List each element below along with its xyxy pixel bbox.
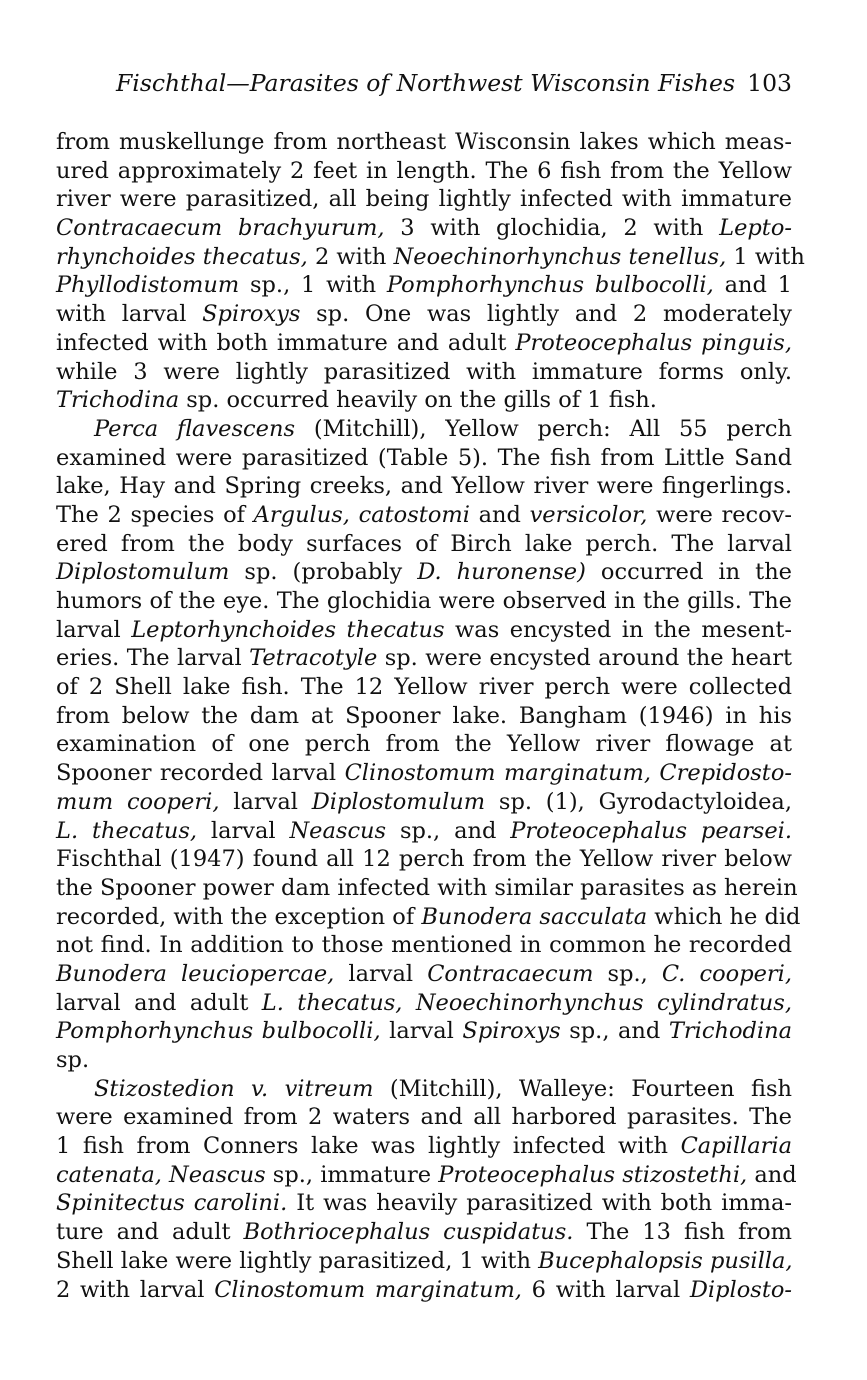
text-run: was encysted in the mesent-	[444, 616, 793, 643]
text-run: 2 with larval	[56, 1276, 215, 1303]
text-run: larval	[219, 788, 312, 815]
text-line	[56, 817, 792, 846]
text-run: and	[747, 1161, 797, 1188]
text-run: sp.	[56, 1047, 90, 1073]
taxon-name: Tetracotyle	[249, 645, 378, 672]
text-run: not find. In addition to those mentioned in common he recorded	[56, 932, 792, 959]
text-line	[56, 558, 792, 587]
text-run: and	[469, 501, 530, 528]
taxon-name: Proteocephalus stizostethi,	[438, 1161, 748, 1188]
text-run: river were parasitized, all being lightly infected with immature	[56, 186, 792, 213]
text-line	[56, 157, 792, 186]
text-run: sp., and	[560, 1018, 669, 1045]
taxon-name: Capillaria	[680, 1133, 792, 1160]
text-run: Spooner recorded larval	[56, 760, 345, 787]
text-line	[56, 1161, 797, 1190]
text-line	[56, 1132, 792, 1161]
taxon-name: Contracaecum	[427, 960, 594, 987]
text-line	[56, 358, 792, 387]
taxon-name: D. huronense)	[417, 559, 586, 586]
taxon-name: Argulus, catostomi	[253, 501, 470, 528]
taxon-name: Stizostedion v. vitreum	[94, 1075, 374, 1102]
text-run: infected with both immature and adult	[56, 329, 516, 356]
text-run: ured approximately 2 feet in length. The 6 fish from the Yellow	[56, 157, 792, 184]
taxon-name: Trichodina	[56, 387, 180, 414]
text-run: sp. (probably	[229, 559, 418, 586]
text-run: sp. occurred heavily on the gills of 1 fish.	[179, 387, 657, 414]
text-line	[56, 759, 792, 788]
text-run: 2 with	[307, 243, 394, 270]
text-run: (Mitchill), Walleye: Fourteen fish	[373, 1075, 792, 1102]
text-run: from below the dam at Spooner lake. Bangham (1946) in his	[56, 702, 792, 729]
text-run: sp. (1), Gyrodactyloidea,	[485, 788, 792, 815]
running-title: Fischthal—Parasites of Northwest Wisconsin Fishes	[116, 69, 736, 97]
text-run: The 13 fish from	[573, 1219, 792, 1246]
text-line	[56, 530, 792, 559]
taxon-name: mum cooperi,	[56, 788, 220, 815]
text-line	[56, 989, 792, 1018]
text-line	[56, 501, 792, 530]
taxon-name: Bunodera sacculata	[421, 903, 648, 930]
text-line	[56, 903, 801, 932]
taxon-name: L. thecatus,	[56, 817, 198, 844]
text-line	[56, 214, 792, 243]
text-run: ered from the body surfaces of Birch lake perch. The larval	[56, 530, 792, 557]
text-run: occurred in the	[585, 559, 793, 586]
text-line	[56, 329, 792, 358]
text-line	[56, 415, 792, 444]
taxon-name: Leptorhynchoides thecatus	[131, 616, 445, 643]
text-run: Fischthal (1947) found all 12 perch from the Yellow river below	[56, 846, 792, 873]
text-line	[56, 386, 792, 415]
taxon-name: Lepto-	[719, 215, 792, 242]
text-run: larval	[334, 960, 428, 987]
text-run: from muskellunge from northeast Wisconsin lakes which meas-	[56, 129, 792, 155]
text-line	[56, 472, 792, 501]
taxon-name: Diplostomulum	[311, 788, 486, 815]
text-run: 1 fish from Conners lake was lightly infected with	[56, 1133, 681, 1160]
taxon-name: Pomphorhynchus bulbocolli,	[386, 272, 714, 299]
taxon-name: Phyllodistomum	[56, 272, 240, 299]
text-run: 1 with	[726, 243, 805, 270]
text-run: were recov-	[647, 501, 792, 528]
taxon-name: rhynchoides thecatus,	[56, 243, 308, 270]
text-run: 3 with glochidia, 2 with	[384, 215, 720, 242]
text-run: sp.,	[593, 960, 662, 987]
body-text	[56, 128, 805, 1304]
taxon-name: Bothriocephalus cuspidatus.	[243, 1219, 574, 1246]
text-run: (Mitchill), Yellow perch: All 55 perch	[295, 415, 792, 442]
text-run: 6 with larval	[521, 1276, 690, 1303]
taxon-name: Neoechinorhynchus tenellus,	[393, 243, 727, 270]
taxon-name: Contracaecum brachyurum,	[56, 215, 385, 242]
text-line	[56, 243, 805, 272]
text-line	[56, 960, 792, 989]
text-run: sp. One was lightly and 2 moderately	[300, 301, 792, 328]
text-line	[56, 673, 792, 702]
taxon-name: C. cooperi,	[661, 960, 793, 987]
text-run: examination of one perch from the Yellow river flowage at	[56, 731, 792, 758]
text-run: The 2 species of	[56, 501, 254, 528]
page-number: 103	[747, 69, 792, 97]
taxon-name: Proteocephalus pinguis,	[515, 329, 792, 356]
taxon-name: Spinitectus carolini.	[56, 1190, 288, 1217]
text-run: larval	[380, 1018, 463, 1045]
text-line	[56, 702, 792, 731]
running-header	[116, 66, 792, 100]
taxon-name: Spiroxys	[202, 301, 301, 328]
taxon-name: Trichodina	[668, 1018, 792, 1045]
text-run: and 1	[713, 272, 792, 299]
text-run: larval	[197, 817, 290, 844]
text-line	[56, 128, 792, 157]
text-run: recorded, with the exception of	[56, 903, 422, 930]
taxon-name: L. thecatus, Neoechinorhynchus cylindratus,	[261, 989, 792, 1016]
text-run: with larval	[56, 301, 203, 328]
text-run: ture and adult	[56, 1219, 244, 1246]
text-run: eries. The larval	[56, 645, 250, 672]
text-line	[56, 931, 792, 960]
text-run: sp., 1 with	[239, 272, 387, 299]
taxon-name: Clinostomum marginatum,	[214, 1276, 522, 1303]
text-run: Shell lake were lightly parasitized, 1 with	[56, 1247, 539, 1274]
text-line	[56, 1046, 792, 1075]
taxon-name: Diplosto-	[689, 1276, 793, 1303]
text-run: larval	[56, 616, 132, 643]
text-run: were examined from 2 waters and all harbored parasites. The	[56, 1104, 792, 1131]
text-line	[56, 271, 792, 300]
text-run: examined were parasitized (Table 5). The fish from Little Sand	[56, 444, 792, 471]
taxon-name: Perca flavescens	[94, 415, 295, 442]
text-run: of 2 Shell lake fish. The 12 Yellow river perch were collected	[56, 674, 792, 701]
text-line	[56, 874, 798, 903]
text-line	[56, 444, 792, 473]
text-run: larval and adult	[56, 989, 262, 1016]
text-line	[56, 1017, 792, 1046]
text-run: which he did	[647, 903, 801, 930]
text-line	[56, 845, 792, 874]
text-line	[56, 185, 792, 214]
text-run: lake, Hay and Spring creeks, and Yellow river were fingerlings.	[56, 473, 792, 500]
text-line	[56, 644, 792, 673]
text-run: humors of the eye. The glochidia were observed in the gills. The	[56, 588, 792, 614]
taxon-name: catenata, Neascus	[56, 1161, 266, 1188]
text-line	[56, 730, 792, 759]
taxon-name: Diplostomulum	[56, 559, 230, 586]
taxon-name: Spiroxys	[462, 1018, 561, 1045]
text-run: the Spooner power dam infected with similar parasites as herein	[56, 874, 798, 901]
text-line	[56, 1247, 792, 1276]
text-run: sp. were encysted around the heart	[377, 645, 792, 672]
text-run: while 3 were lightly parasitized with immature forms only.	[56, 358, 792, 385]
taxon-name: Neascus	[289, 817, 387, 844]
taxon-name: Proteocephalus pearsei.	[510, 817, 793, 844]
text-run: sp., and	[386, 817, 511, 844]
text-line	[56, 1075, 792, 1104]
text-line	[56, 587, 792, 616]
taxon-name: Pomphorhynchus bulbocolli,	[56, 1018, 381, 1045]
text-run: It was heavily parasitized with both imma-	[287, 1190, 792, 1217]
text-line	[56, 1189, 792, 1218]
text-line	[56, 616, 792, 645]
taxon-name: Bunodera leuciopercae,	[56, 960, 335, 987]
text-run: sp., immature	[265, 1161, 439, 1188]
text-line	[56, 1218, 792, 1247]
text-line	[56, 788, 792, 817]
text-line	[56, 1276, 792, 1305]
taxon-name: Bucephalopsis pusilla,	[538, 1247, 793, 1274]
text-line	[56, 300, 792, 329]
taxon-name: Clinostomum marginatum, Crepidosto-	[344, 760, 792, 787]
text-line	[56, 1103, 792, 1132]
taxon-name: versicolor,	[529, 501, 648, 528]
